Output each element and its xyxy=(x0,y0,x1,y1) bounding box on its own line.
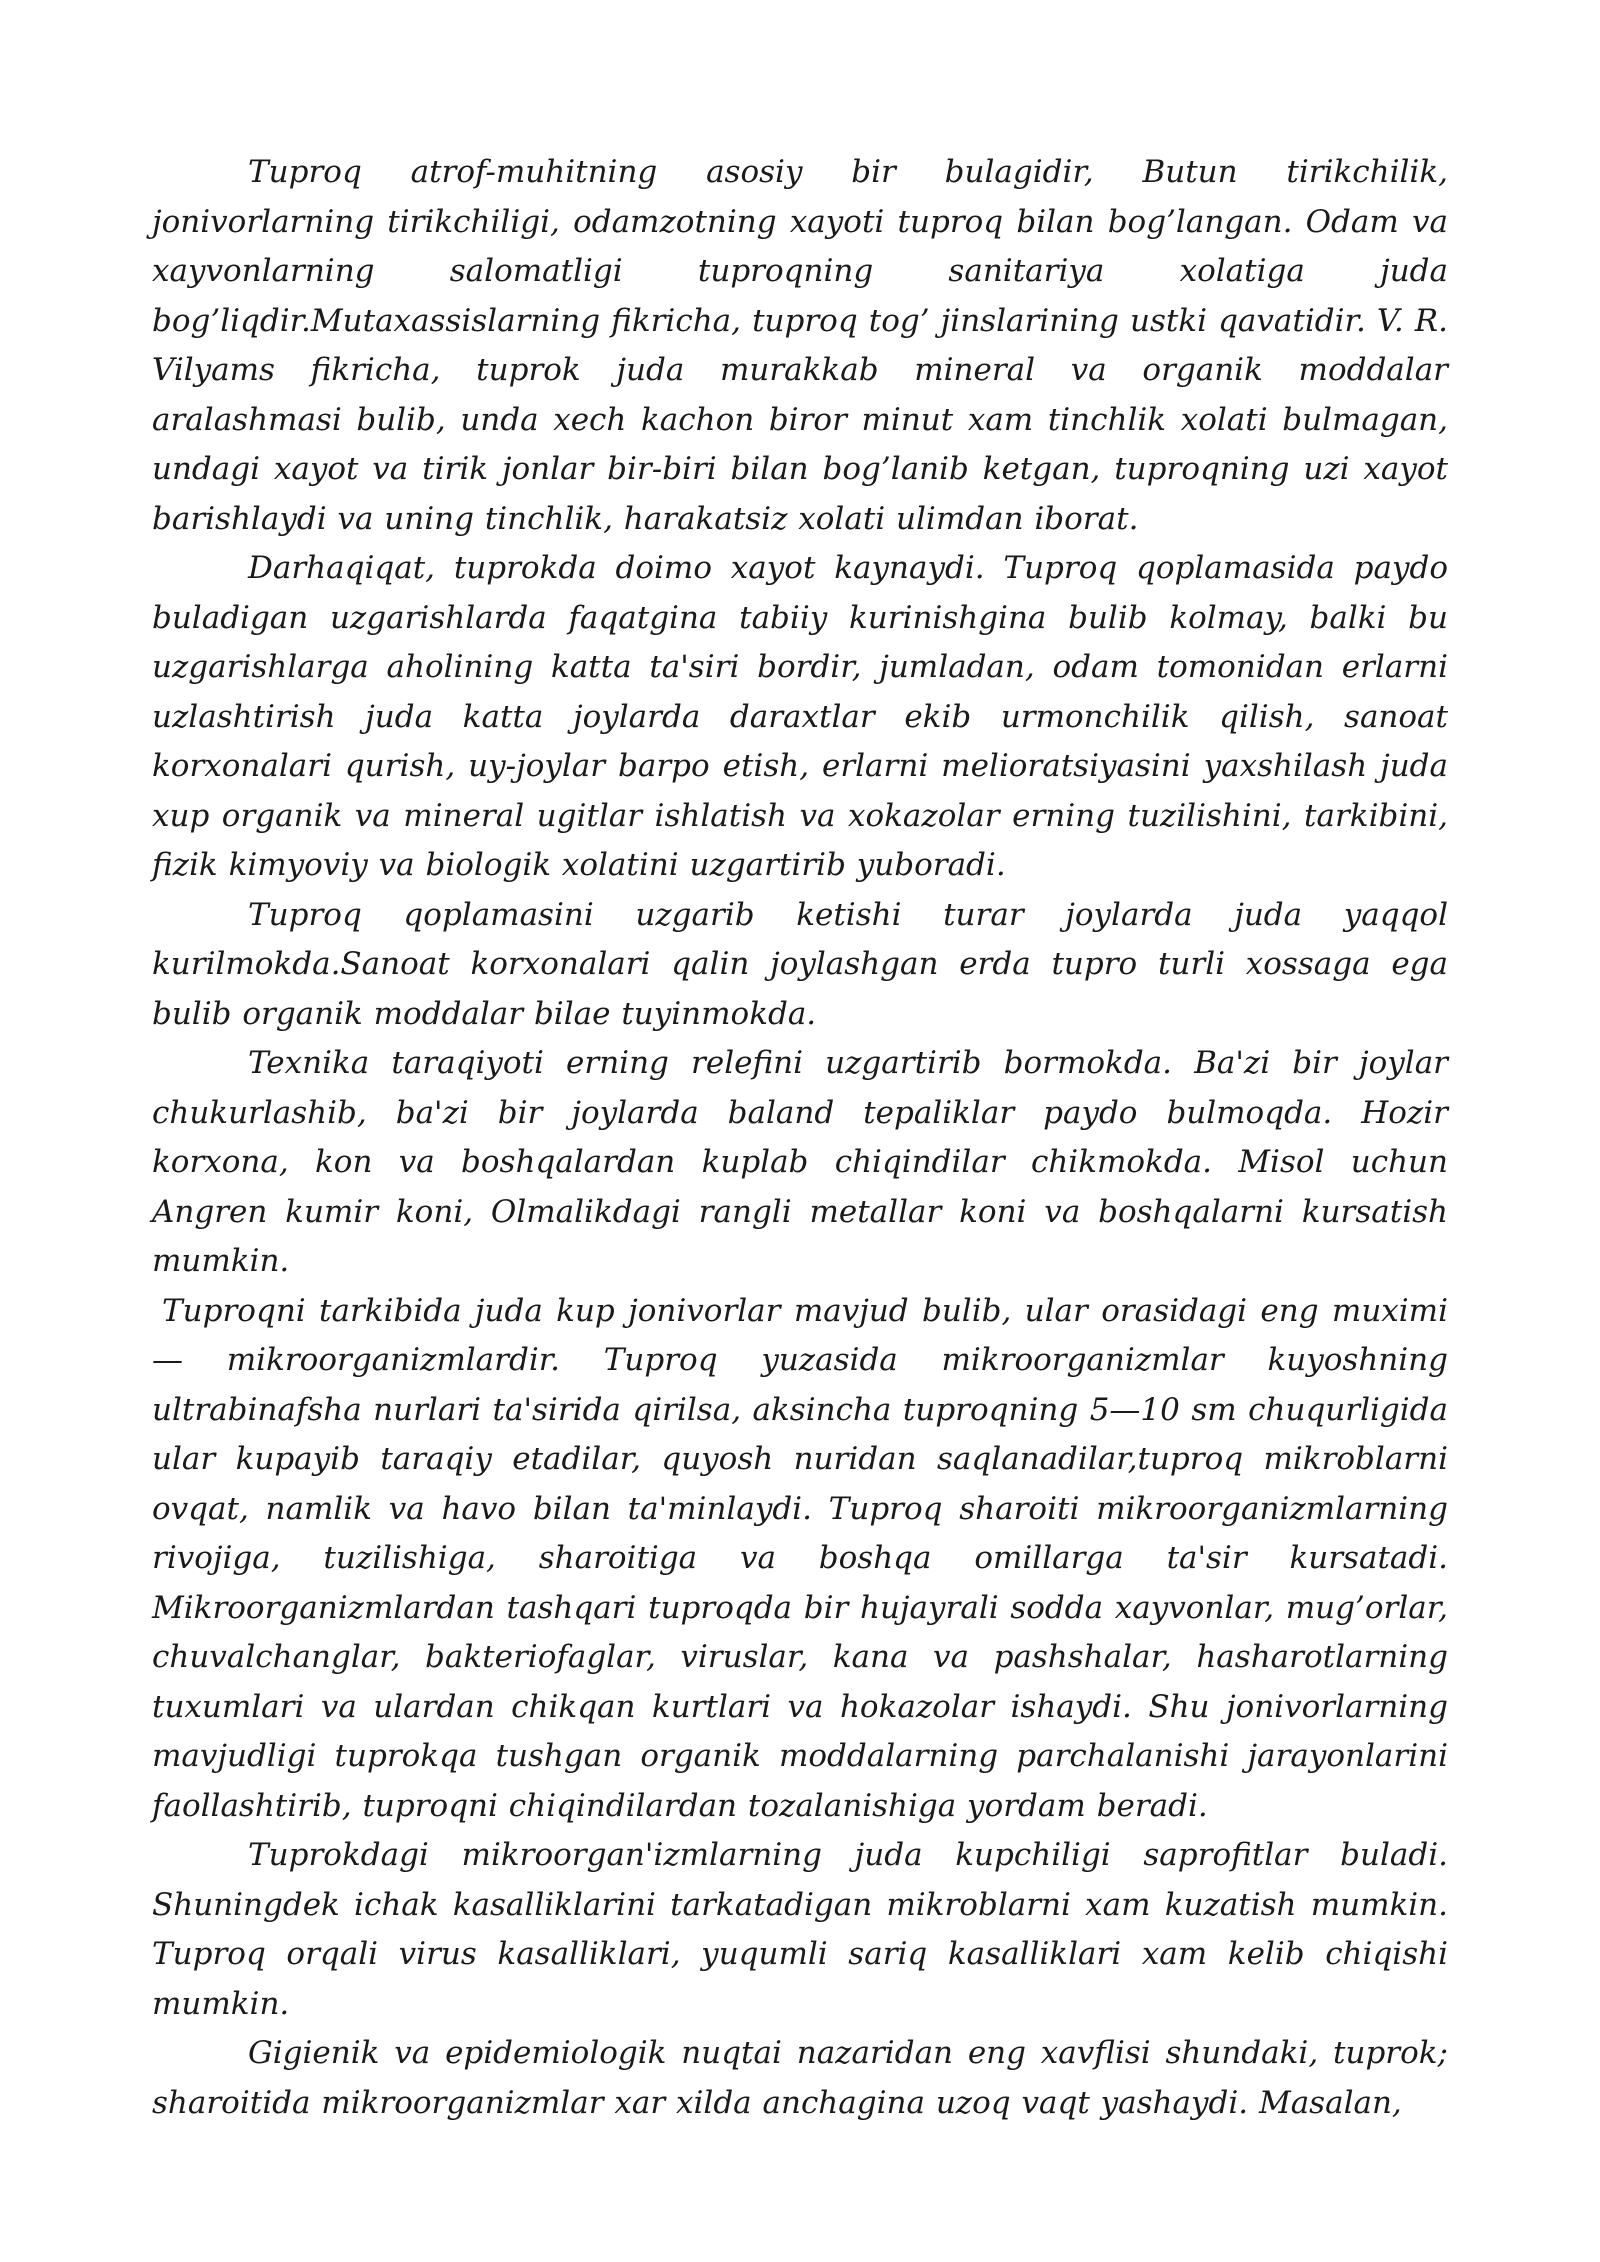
paragraph-technology-relief: Texnika taraqiyoti erning relefini uzgartirib bormokda. Ba'zi bir joylar chukurlashib, ba'zi bir joylarda baland tepaliklar paydo bulmoqda. Hozir korxona, kon va boshqalardan kuplab chiqindilar chikmokda. Misol uchun Angren kumir koni, Olmalikdagi rangli metallar koni va boshqalarni kursatish mumkin. xyxy=(152,1045,1448,1279)
paragraph-human-impact: Darhaqiqat, tuprokda doimo xayot kaynaydi. Tuproq qoplamasida paydo buladigan uzgarishlarda faqatgina tabiiy kurinishgina bulib kolmay, balki bu uzgarishlarga aholining katta ta'siri bordir, jumladan, odam tomonidan erlarni uzlashtirish juda katta joylarda daraxtlar ekib urmonchilik qilish, sanoat korxonalari qurish, uy-joylar barpo etish, erlarni melioratsiyasini yaxshilash juda xup organik va mineral ugitlar ishlatish va xokazolar erning tuzilishini, tarkibini, fizik kimyoviy va biologik xolatini uzgartirib yuboradi. xyxy=(152,550,1448,883)
paragraph-microorganisms: Tuproqni tarkibida juda kup jonivorlar mavjud bulib, ular orasidagi eng muximi — mikroorganizmlardir. Tuproq yuzasida mikroorganizmlar kuyoshning ultrabinafsha nurlari ta'sirida qirilsa, aksincha tuproqning 5—10 sm chuqurligida ular kupayib taraqiy etadilar, quyosh nuridan saqlanadilar,tuproq mikroblarni ovqat, namlik va havo bilan ta'minlaydi. Tuproq sharoiti mikroorganizmlarning rivojiga, tuzilishiga, sharoitiga va boshqa omillarga ta'sir kursatadi. Mikroorganizmlardan tashqari tuproqda bir hujayrali sodda xayvonlar, mug’orlar, chuvalchanglar, bakteriofaglar, viruslar, kana va pashshalar, hasharotlarning tuxumlari va ulardan chikqan kurtlari va hokazolar ishaydi. Shu jonivorlarning mavjudligi tuprokqa tushgan organik moddalarning parchalanishi jarayonlarini faollashtirib, tuproqni chiqindilardan tozalanishiga yordam beradi. xyxy=(152,1292,1448,1824)
paragraph-hygienic-danger: Gigienik va epidemiologik nuqtai nazaridan eng xavflisi shundaki, tuprok; sharoitida mikroorganizmlar xar xilda anchagina uzoq vaqt yashaydi. Masalan, xyxy=(152,2035,1448,2121)
paragraph-soil-definition: Tuproq atrof-muhitning asosiy bir bulagidir, Butun tirikchilik, jonivorlarning tirikchiligi, odamzotning xayoti tuproq bilan bog’langan. Odam va xayvonlarning salomatligi tuproqning sanitariya xolatiga juda bog’liqdir.Mutaxassislarning fikricha, tuproq tog’ jinslarining ustki qavatidir. V. R. Vilyams fikricha, tuprok juda murakkab mineral va organik moddalar aralashmasi bulib, unda xech kachon biror minut xam tinchlik xolati bulmagan, undagi xayot va tirik jonlar bir-biri bilan bog’lanib ketgan, tuproqning uzi xayot barishlaydi va uning tinchlik, harakatsiz xolati ulimdan iborat. xyxy=(152,154,1448,537)
paragraph-soil-cover-change: Tuproq qoplamasini uzgarib ketishi turar joylarda juda yaqqol kurilmokda.Sanoat korxonalari qalin joylashgan erda tupro turli xossaga ega bulib organik moddalar bilae tuyinmokda. xyxy=(152,896,1448,1032)
document-body xyxy=(152,148,1448,2128)
paragraph-saprophytes: Tuprokdagi mikroorgan'izmlarning juda kupchiligi saprofitlar buladi. Shuningdek ichak kasalliklarini tarkatadigan mikroblarni xam kuzatish mumkin. Tuproq orqali virus kasalliklari, yuqumli sariq kasalliklari xam kelib chiqishi mumkin. xyxy=(152,1837,1448,2022)
